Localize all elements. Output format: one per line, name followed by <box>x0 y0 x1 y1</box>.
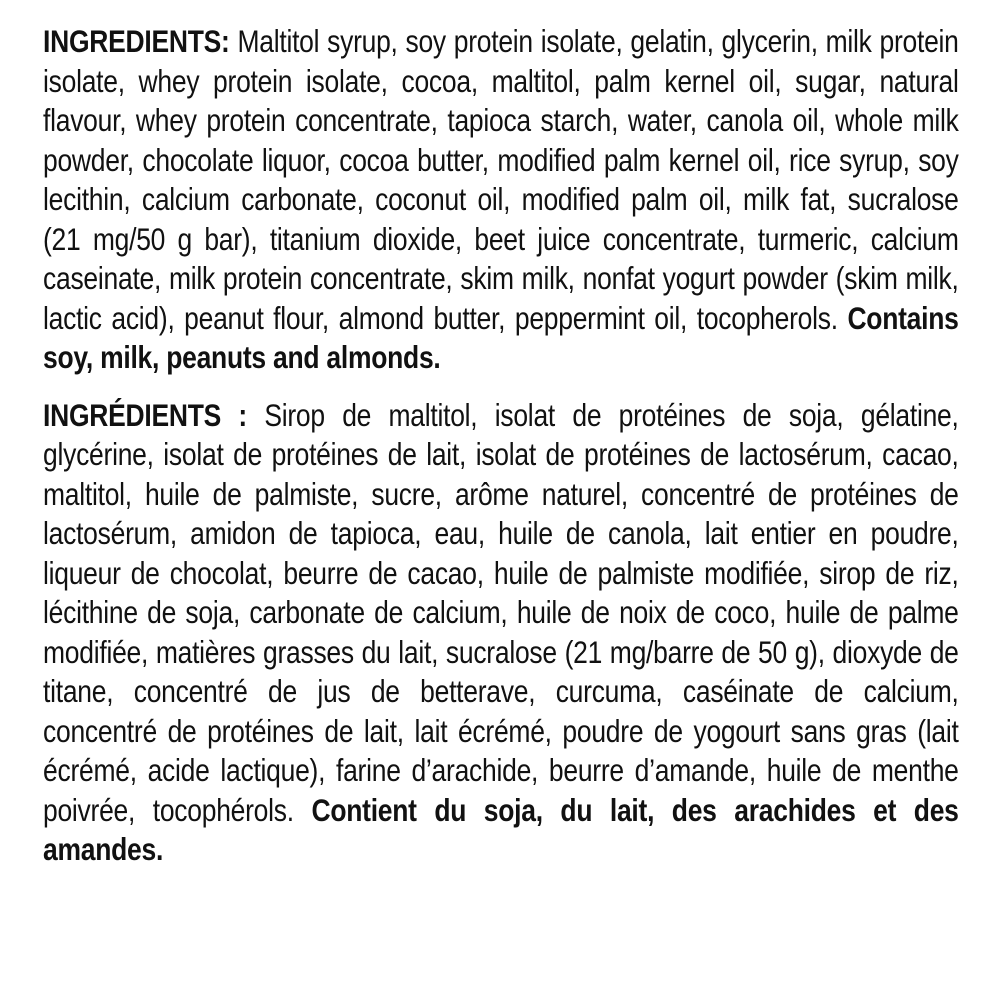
english-allergen-statement: Contains soy, milk, peanuts and almonds. <box>43 299 959 375</box>
french-ingredients-heading: INGRÉDIENTS : <box>43 396 247 433</box>
french-ingredients-list: Sirop de maltitol, isolat de protéines de soja, gélatine, glycérine, isolat de protéines de lait, isolat de protéines de lactosérum, cacao, maltitol, huile de palmiste, sucre, arôme naturel, concentré de protéines de lactosérum, amidon de tapioca, eau, huile de canola, lait entier en poudre, liqueur de chocolat, beurre de cacao, huile de palmiste modifiée, sirop de riz, lécithine de soja, carbonate de calcium, huile de noix de coco, huile de palme modifiée, matières grasses du lait, sucralose (21 mg/barre de 50 g), dioxyde de titane, concentré de jus de betterave, curcuma, caséinate de calcium, concentré de protéines de lait, lait écrémé, poudre de yogourt sans gras (lait écrémé, acide lactique), farine d’arachide, beurre d’amande, huile de menthe poivrée, tocophérols. <box>43 396 959 828</box>
english-ingredients-list: Maltitol syrup, soy protein isolate, gelatin, glycerin, milk protein isolate, whey protein isolate, cocoa, maltitol, palm kernel oil, sugar, natural flavour, whey protein concentrate, tapioca starch, water, canola oil, whole milk powder, chocolate liquor, cocoa butter, modified palm kernel oil, rice syrup, soy lecithin, calcium carbonate, coconut oil, modified palm oil, milk fat, sucralose (21 mg/50 g bar), titanium dioxide, beet juice concentrate, turmeric, calcium caseinate, milk protein concentrate, skim milk, nonfat yogurt powder (skim milk, lactic acid), peanut flour, almond butter, peppermint oil, tocopherols. <box>43 23 959 336</box>
french-allergen-statement: Contient du soja, du lait, des arachides et des amandes. <box>43 791 959 867</box>
ingredients-label <box>43 22 959 870</box>
french-ingredients-paragraph <box>43 396 959 870</box>
english-ingredients-heading: INGREDIENTS: <box>43 23 230 59</box>
english-ingredients-paragraph <box>43 22 959 378</box>
